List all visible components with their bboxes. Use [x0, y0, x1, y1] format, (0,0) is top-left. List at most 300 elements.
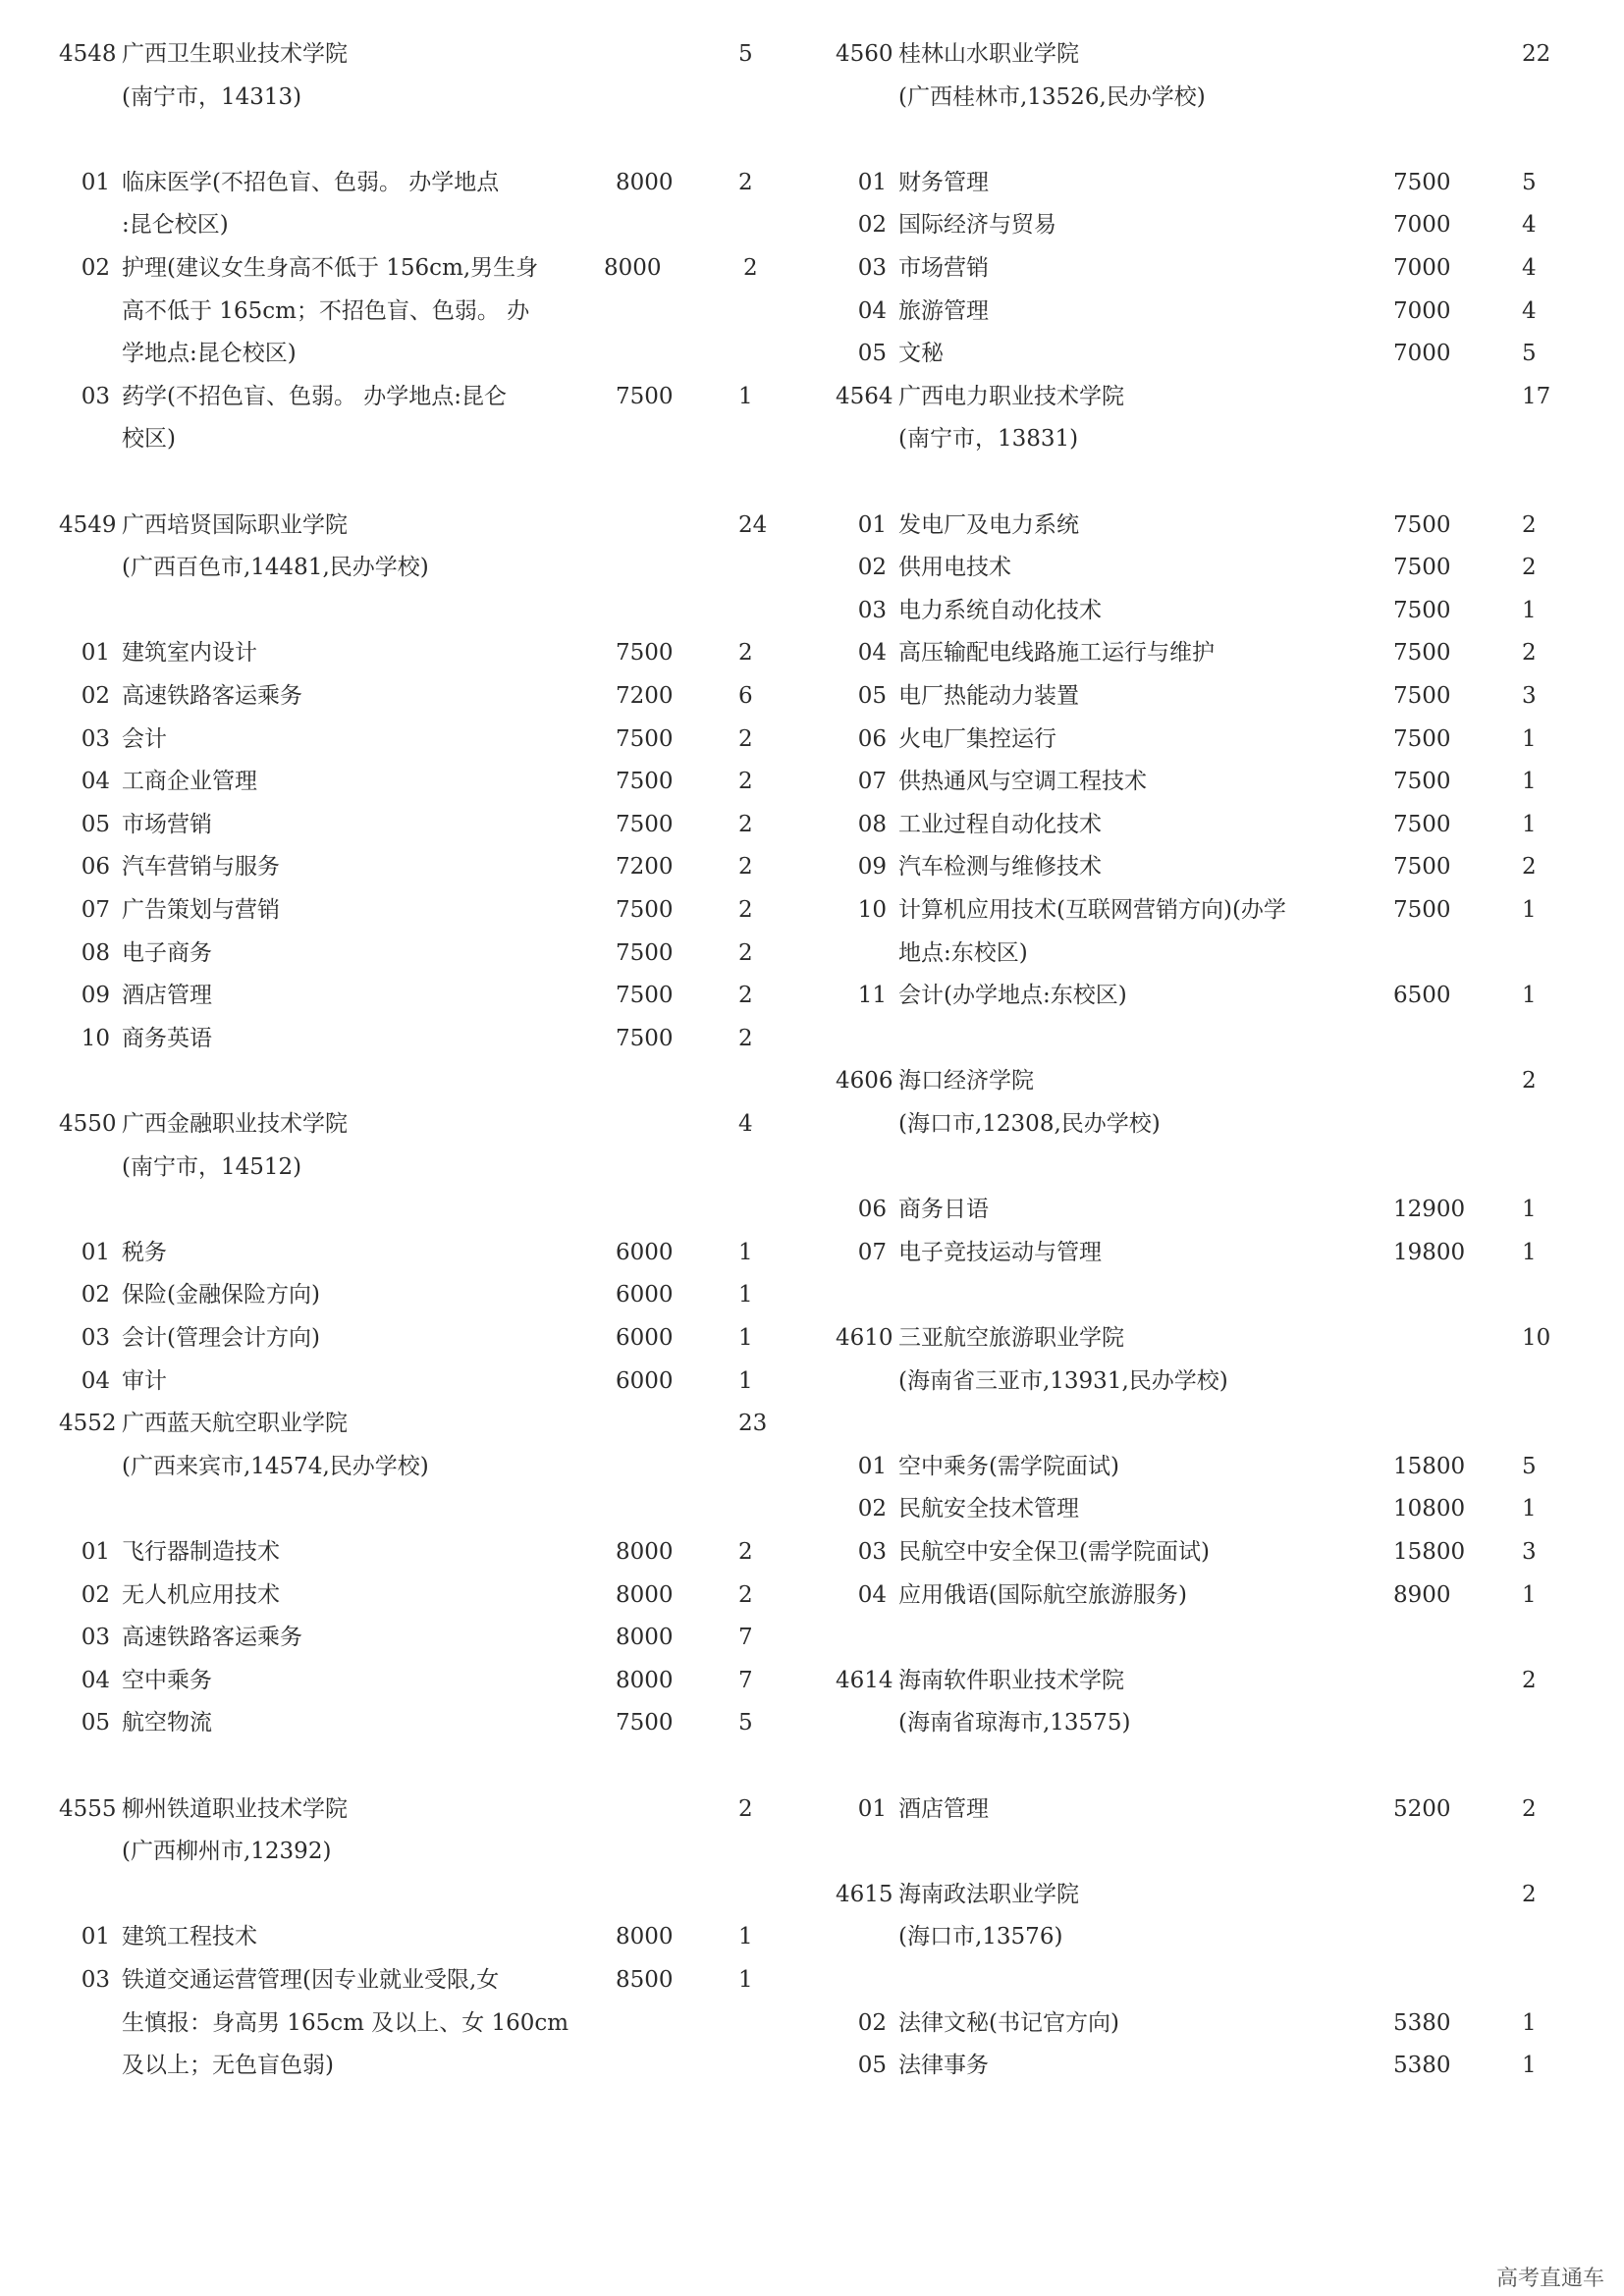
blank-row — [0, 1188, 812, 1231]
major-row — [0, 718, 812, 761]
major-name-cont: :昆仑校区) — [122, 212, 229, 239]
major-row — [812, 1574, 1624, 1617]
major-code: 03 — [81, 383, 110, 409]
major-row — [812, 332, 1624, 375]
major-quota: 7 — [738, 1667, 753, 1693]
major-fee: 7500 — [1393, 511, 1451, 538]
major-name: 酒店管理 — [898, 1795, 989, 1822]
major-quota: 6 — [738, 683, 753, 709]
major-code: 11 — [857, 983, 887, 1009]
major-row — [812, 760, 1624, 803]
major-row — [0, 161, 812, 204]
major-name: 酒店管理 — [122, 983, 212, 1009]
watermark-text: 高考直通车 — [1495, 2267, 1604, 2291]
major-name-continued — [0, 290, 812, 333]
major-fee: 6500 — [1393, 983, 1451, 1009]
major-name: 临床医学(不招色盲、色弱。 办学地点 — [122, 169, 500, 195]
major-fee: 8000 — [616, 1625, 674, 1651]
major-quota: 2 — [738, 811, 753, 837]
school-code: 4549 — [59, 511, 117, 538]
school-location: (广西百色市,14481,民办学校) — [122, 555, 429, 581]
school-location: (海南省琼海市,13575) — [898, 1710, 1131, 1736]
major-row — [812, 1530, 1624, 1574]
school-info — [812, 1701, 1624, 1744]
school-name: 广西卫生职业技术学院 — [122, 41, 348, 67]
major-name-continued — [0, 417, 812, 460]
major-row — [0, 1273, 812, 1316]
major-code: 04 — [81, 1367, 110, 1394]
major-row — [812, 589, 1624, 632]
school-info — [812, 1915, 1624, 1958]
major-code: 03 — [81, 1625, 110, 1651]
major-quota: 1 — [1522, 1197, 1537, 1223]
major-fee: 7000 — [1393, 255, 1451, 281]
major-name: 市场营销 — [898, 255, 989, 281]
major-code: 02 — [81, 683, 110, 709]
major-quota: 1 — [738, 1367, 753, 1394]
major-fee: 7500 — [616, 725, 674, 752]
major-row — [0, 1574, 812, 1617]
major-code: 08 — [81, 939, 110, 966]
school-quota: 10 — [1522, 1325, 1551, 1351]
major-code: 03 — [81, 725, 110, 752]
major-name: 电厂热能动力装置 — [898, 683, 1079, 709]
major-row — [0, 674, 812, 718]
school-name: 广西金融职业技术学院 — [122, 1111, 348, 1137]
major-fee: 8000 — [616, 1539, 674, 1565]
major-name: 会计(管理会计方向) — [122, 1325, 320, 1351]
major-name: 护理(建议女生身高不低于 156cm,男生身 — [122, 255, 539, 281]
school-name: 海南软件职业技术学院 — [898, 1667, 1124, 1693]
major-fee: 7500 — [1393, 897, 1451, 923]
major-quota: 1 — [1522, 597, 1537, 623]
school-quota: 2 — [738, 1795, 753, 1822]
major-code: 05 — [857, 683, 887, 709]
school-location: (南宁市，14512) — [122, 1153, 302, 1180]
school-name: 广西电力职业技术学院 — [898, 383, 1124, 409]
major-code: 01 — [81, 1239, 110, 1265]
major-fee: 7000 — [1393, 341, 1451, 367]
major-name: 广告策划与营销 — [122, 897, 280, 923]
major-name: 国际经济与贸易 — [898, 212, 1056, 239]
major-fee: 8000 — [604, 255, 662, 281]
major-name-cont: 及以上；无色盲色弱) — [122, 2053, 334, 2079]
major-fee: 7000 — [1393, 212, 1451, 239]
school-row — [812, 375, 1624, 418]
major-name: 财务管理 — [898, 169, 989, 195]
major-row — [0, 932, 812, 975]
major-quota: 2 — [738, 1539, 753, 1565]
school-row — [812, 1059, 1624, 1102]
blank-row — [812, 118, 1624, 161]
school-quota: 2 — [1522, 1881, 1537, 1907]
major-quota: 7 — [738, 1625, 753, 1651]
major-name: 铁道交通运营管理(因专业就业受限,女 — [122, 1967, 500, 1993]
major-row — [0, 845, 812, 888]
major-code: 05 — [81, 1710, 110, 1736]
major-name-continued — [0, 2044, 812, 2087]
major-code: 06 — [857, 1197, 887, 1223]
major-name: 电力系统自动化技术 — [898, 597, 1102, 623]
major-row — [812, 290, 1624, 333]
major-row — [812, 203, 1624, 246]
major-name: 建筑工程技术 — [122, 1924, 257, 1950]
school-location: (海口市,13576) — [898, 1924, 1063, 1950]
major-row — [812, 1487, 1624, 1530]
school-code: 4614 — [836, 1667, 893, 1693]
major-quota: 1 — [1522, 811, 1537, 837]
blank-row — [812, 1616, 1624, 1659]
major-name: 保险(金融保险方向) — [122, 1282, 320, 1308]
major-code: 01 — [857, 1453, 887, 1479]
major-code: 04 — [857, 297, 887, 324]
major-quota: 5 — [1522, 169, 1537, 195]
major-row — [0, 1316, 812, 1360]
major-name: 应用俄语(国际航空旅游服务) — [898, 1581, 1187, 1608]
major-name: 旅游管理 — [898, 297, 989, 324]
major-name: 商务英语 — [122, 1025, 212, 1051]
major-quota: 5 — [1522, 341, 1537, 367]
school-quota: 2 — [1522, 1068, 1537, 1095]
school-code: 4610 — [836, 1325, 893, 1351]
blank-row — [812, 1273, 1624, 1316]
major-name-cont: 学地点:昆仑校区) — [122, 341, 297, 367]
major-row — [0, 1616, 812, 1659]
major-row — [812, 718, 1624, 761]
major-name: 汽车检测与维修技术 — [898, 854, 1102, 881]
school-info — [0, 1445, 812, 1488]
major-code: 02 — [81, 255, 110, 281]
major-quota: 1 — [738, 1325, 753, 1351]
major-fee: 7500 — [1393, 725, 1451, 752]
major-fee: 7500 — [616, 383, 674, 409]
major-quota: 2 — [738, 897, 753, 923]
major-quota: 3 — [1522, 683, 1537, 709]
major-row — [0, 1701, 812, 1744]
major-code: 02 — [857, 2009, 887, 2036]
major-fee: 7500 — [1393, 854, 1451, 881]
blank-row — [0, 460, 812, 504]
major-quota: 1 — [1522, 1239, 1537, 1265]
major-code: 05 — [857, 341, 887, 367]
school-quota: 4 — [738, 1111, 753, 1137]
major-quota: 1 — [738, 1282, 753, 1308]
major-quota: 2 — [1522, 511, 1537, 538]
major-row — [0, 631, 812, 674]
major-row — [812, 674, 1624, 718]
school-location: (广西柳州市,12392) — [122, 1839, 332, 1865]
school-name: 桂林山水职业学院 — [898, 41, 1079, 67]
major-name: 民航空中安全保卫(需学院面试) — [898, 1539, 1210, 1565]
major-row — [0, 246, 812, 290]
major-fee: 7200 — [616, 854, 674, 881]
blank-row — [812, 1958, 1624, 2002]
major-fee: 8500 — [616, 1967, 674, 1993]
major-code: 04 — [81, 1667, 110, 1693]
school-name: 柳州铁道职业技术学院 — [122, 1795, 348, 1822]
major-fee: 7500 — [1393, 683, 1451, 709]
major-code: 01 — [81, 640, 110, 667]
major-name: 会计 — [122, 725, 167, 752]
major-quota: 2 — [738, 1025, 753, 1051]
major-row — [812, 1788, 1624, 1831]
school-code: 4564 — [836, 383, 893, 409]
major-name: 建筑室内设计 — [122, 640, 257, 667]
school-row — [0, 1102, 812, 1146]
major-name: 工业过程自动化技术 — [898, 811, 1102, 837]
major-row — [0, 1017, 812, 1060]
major-fee: 8000 — [616, 1581, 674, 1608]
major-row — [0, 974, 812, 1017]
major-fee: 5380 — [1393, 2009, 1451, 2036]
school-name: 海口经济学院 — [898, 1068, 1034, 1095]
school-info — [0, 546, 812, 589]
school-info — [0, 76, 812, 119]
major-code: 06 — [857, 725, 887, 752]
major-row — [0, 1530, 812, 1574]
school-location: (广西桂林市,13526,民办学校) — [898, 83, 1206, 110]
school-row — [812, 1659, 1624, 1702]
major-name: 工商企业管理 — [122, 769, 257, 795]
major-name: 审计 — [122, 1367, 167, 1394]
major-name: 空中乘务(需学院面试) — [898, 1453, 1119, 1479]
major-row — [812, 161, 1624, 204]
major-fee: 6000 — [616, 1282, 674, 1308]
blank-row — [812, 1402, 1624, 1445]
blank-row — [812, 1017, 1624, 1060]
major-row — [0, 1659, 812, 1702]
major-code: 03 — [857, 1539, 887, 1565]
major-fee: 10800 — [1393, 1496, 1466, 1522]
major-code: 02 — [81, 1581, 110, 1608]
major-fee: 6000 — [616, 1367, 674, 1394]
major-code: 08 — [857, 811, 887, 837]
major-name: 税务 — [122, 1239, 167, 1265]
major-name: 供用电技术 — [898, 555, 1011, 581]
major-row — [0, 1231, 812, 1274]
major-name: 发电厂及电力系统 — [898, 511, 1079, 538]
major-fee: 7500 — [616, 769, 674, 795]
major-row — [812, 246, 1624, 290]
school-name: 海南政法职业学院 — [898, 1881, 1079, 1907]
major-name-cont: 生慎报：身高男 165cm 及以上、女 160cm — [122, 2009, 569, 2036]
school-info — [0, 1146, 812, 1189]
major-name: 高压输配电线路施工运行与维护 — [898, 640, 1215, 667]
school-code: 4606 — [836, 1068, 893, 1095]
major-name-continued — [0, 332, 812, 375]
major-quota: 2 — [738, 640, 753, 667]
major-fee: 19800 — [1393, 1239, 1466, 1265]
major-quota: 2 — [1522, 555, 1537, 581]
major-row — [812, 974, 1624, 1017]
major-code: 10 — [857, 897, 887, 923]
major-name: 市场营销 — [122, 811, 212, 837]
major-name: 法律事务 — [898, 2053, 989, 2079]
major-name-continued — [0, 2002, 812, 2045]
school-row — [812, 1316, 1624, 1360]
school-quota: 23 — [738, 1411, 768, 1437]
major-quota: 1 — [1522, 983, 1537, 1009]
major-code: 01 — [857, 169, 887, 195]
major-code: 07 — [857, 769, 887, 795]
school-location: (南宁市，13831) — [898, 426, 1079, 453]
major-code: 06 — [81, 854, 110, 881]
major-name: 法律文秘(书记官方向) — [898, 2009, 1119, 2036]
major-row — [812, 546, 1624, 589]
school-row — [0, 504, 812, 547]
major-row — [0, 888, 812, 932]
school-row — [812, 32, 1624, 76]
major-row — [812, 2044, 1624, 2087]
major-fee: 7500 — [616, 640, 674, 667]
major-name: 空中乘务 — [122, 1667, 212, 1693]
major-quota: 2 — [1522, 640, 1537, 667]
major-fee: 8000 — [616, 169, 674, 195]
major-row — [812, 888, 1624, 932]
major-name-cont: 地点:东校区) — [898, 939, 1028, 966]
major-row — [0, 1958, 812, 2002]
major-fee: 6000 — [616, 1325, 674, 1351]
major-fee: 12900 — [1393, 1197, 1466, 1223]
major-code: 01 — [857, 1795, 887, 1822]
major-quota: 2 — [743, 255, 758, 281]
major-name: 火电厂集控运行 — [898, 725, 1056, 752]
school-quota: 22 — [1522, 41, 1551, 67]
blank-row — [812, 1830, 1624, 1873]
school-name: 广西蓝天航空职业学院 — [122, 1411, 348, 1437]
major-code: 02 — [81, 1282, 110, 1308]
major-name: 飞行器制造技术 — [122, 1539, 280, 1565]
major-name-cont: 高不低于 165cm；不招色盲、色弱。 办 — [122, 297, 530, 324]
school-location: (南宁市，14313) — [122, 83, 302, 110]
school-row — [0, 32, 812, 76]
major-quota: 2 — [738, 169, 753, 195]
major-name: 航空物流 — [122, 1710, 212, 1736]
major-row — [812, 803, 1624, 846]
major-code: 03 — [81, 1967, 110, 1993]
major-quota: 3 — [1522, 1539, 1537, 1565]
major-row — [812, 845, 1624, 888]
major-quota: 2 — [738, 939, 753, 966]
school-row — [0, 1402, 812, 1445]
major-row — [0, 803, 812, 846]
major-name: 电子商务 — [122, 939, 212, 966]
blank-row — [812, 1744, 1624, 1788]
major-fee: 7500 — [616, 1025, 674, 1051]
major-code: 05 — [81, 811, 110, 837]
major-code: 03 — [857, 597, 887, 623]
school-location: (海南省三亚市,13931,民办学校) — [898, 1367, 1228, 1394]
blank-row — [812, 1146, 1624, 1189]
major-name: 药学(不招色盲、色弱。 办学地点:昆仑 — [122, 383, 508, 409]
school-location: (广西来宾市,14574,民办学校) — [122, 1453, 429, 1479]
major-fee: 7500 — [616, 983, 674, 1009]
major-code: 03 — [81, 1325, 110, 1351]
major-quota: 1 — [738, 1239, 753, 1265]
major-name: 民航安全技术管理 — [898, 1496, 1079, 1522]
major-fee: 7500 — [616, 1710, 674, 1736]
major-quota: 4 — [1522, 297, 1537, 324]
major-fee: 7500 — [1393, 811, 1451, 837]
major-quota: 1 — [1522, 1496, 1537, 1522]
major-fee: 7500 — [616, 939, 674, 966]
major-fee: 8000 — [616, 1667, 674, 1693]
major-quota: 2 — [738, 1581, 753, 1608]
major-fee: 5200 — [1393, 1795, 1451, 1822]
major-fee: 7500 — [1393, 597, 1451, 623]
major-code: 05 — [857, 2053, 887, 2079]
major-name: 计算机应用技术(互联网营销方向)(办学 — [898, 897, 1286, 923]
major-quota: 4 — [1522, 212, 1537, 239]
major-code: 09 — [81, 983, 110, 1009]
major-code: 04 — [857, 1581, 887, 1608]
school-name: 三亚航空旅游职业学院 — [898, 1325, 1124, 1351]
major-fee: 7500 — [1393, 169, 1451, 195]
school-code: 4552 — [59, 1411, 117, 1437]
major-name: 商务日语 — [898, 1197, 989, 1223]
school-row — [0, 1788, 812, 1831]
major-quota: 2 — [1522, 854, 1537, 881]
major-code: 03 — [857, 255, 887, 281]
major-fee: 15800 — [1393, 1453, 1466, 1479]
major-row — [0, 1915, 812, 1958]
major-row — [812, 1231, 1624, 1274]
major-code: 02 — [857, 1496, 887, 1522]
major-code: 10 — [81, 1025, 110, 1051]
major-row — [0, 375, 812, 418]
blank-row — [0, 1744, 812, 1788]
school-quota: 24 — [738, 511, 768, 538]
school-quota: 5 — [738, 41, 753, 67]
major-quota: 1 — [1522, 1581, 1537, 1608]
major-code: 07 — [857, 1239, 887, 1265]
major-fee: 7500 — [616, 897, 674, 923]
blank-row — [0, 589, 812, 632]
major-code: 04 — [857, 640, 887, 667]
school-info — [812, 1360, 1624, 1403]
school-code: 4550 — [59, 1111, 117, 1137]
major-code: 09 — [857, 854, 887, 881]
major-name: 无人机应用技术 — [122, 1581, 280, 1608]
school-info — [0, 1830, 812, 1873]
major-fee: 7500 — [1393, 640, 1451, 667]
major-name: 会计(办学地点:东校区) — [898, 983, 1127, 1009]
school-code: 4560 — [836, 41, 893, 67]
major-quota: 1 — [738, 1967, 753, 1993]
major-name: 电子竞技运动与管理 — [898, 1239, 1102, 1265]
major-fee: 7500 — [1393, 555, 1451, 581]
major-quota: 1 — [1522, 725, 1537, 752]
major-row — [812, 1445, 1624, 1488]
school-row — [812, 1873, 1624, 1916]
major-fee: 5380 — [1393, 2053, 1451, 2079]
major-fee: 7500 — [1393, 769, 1451, 795]
major-quota: 2 — [738, 769, 753, 795]
school-info — [812, 76, 1624, 119]
major-row — [812, 631, 1624, 674]
major-quota: 1 — [1522, 897, 1537, 923]
school-code: 4615 — [836, 1881, 893, 1907]
major-fee: 7000 — [1393, 297, 1451, 324]
school-info — [812, 417, 1624, 460]
major-code: 02 — [857, 212, 887, 239]
major-fee: 7500 — [616, 811, 674, 837]
major-code: 01 — [857, 511, 887, 538]
major-quota: 2 — [738, 983, 753, 1009]
major-row — [0, 1360, 812, 1403]
major-code: 04 — [81, 769, 110, 795]
school-name: 广西培贤国际职业学院 — [122, 511, 348, 538]
